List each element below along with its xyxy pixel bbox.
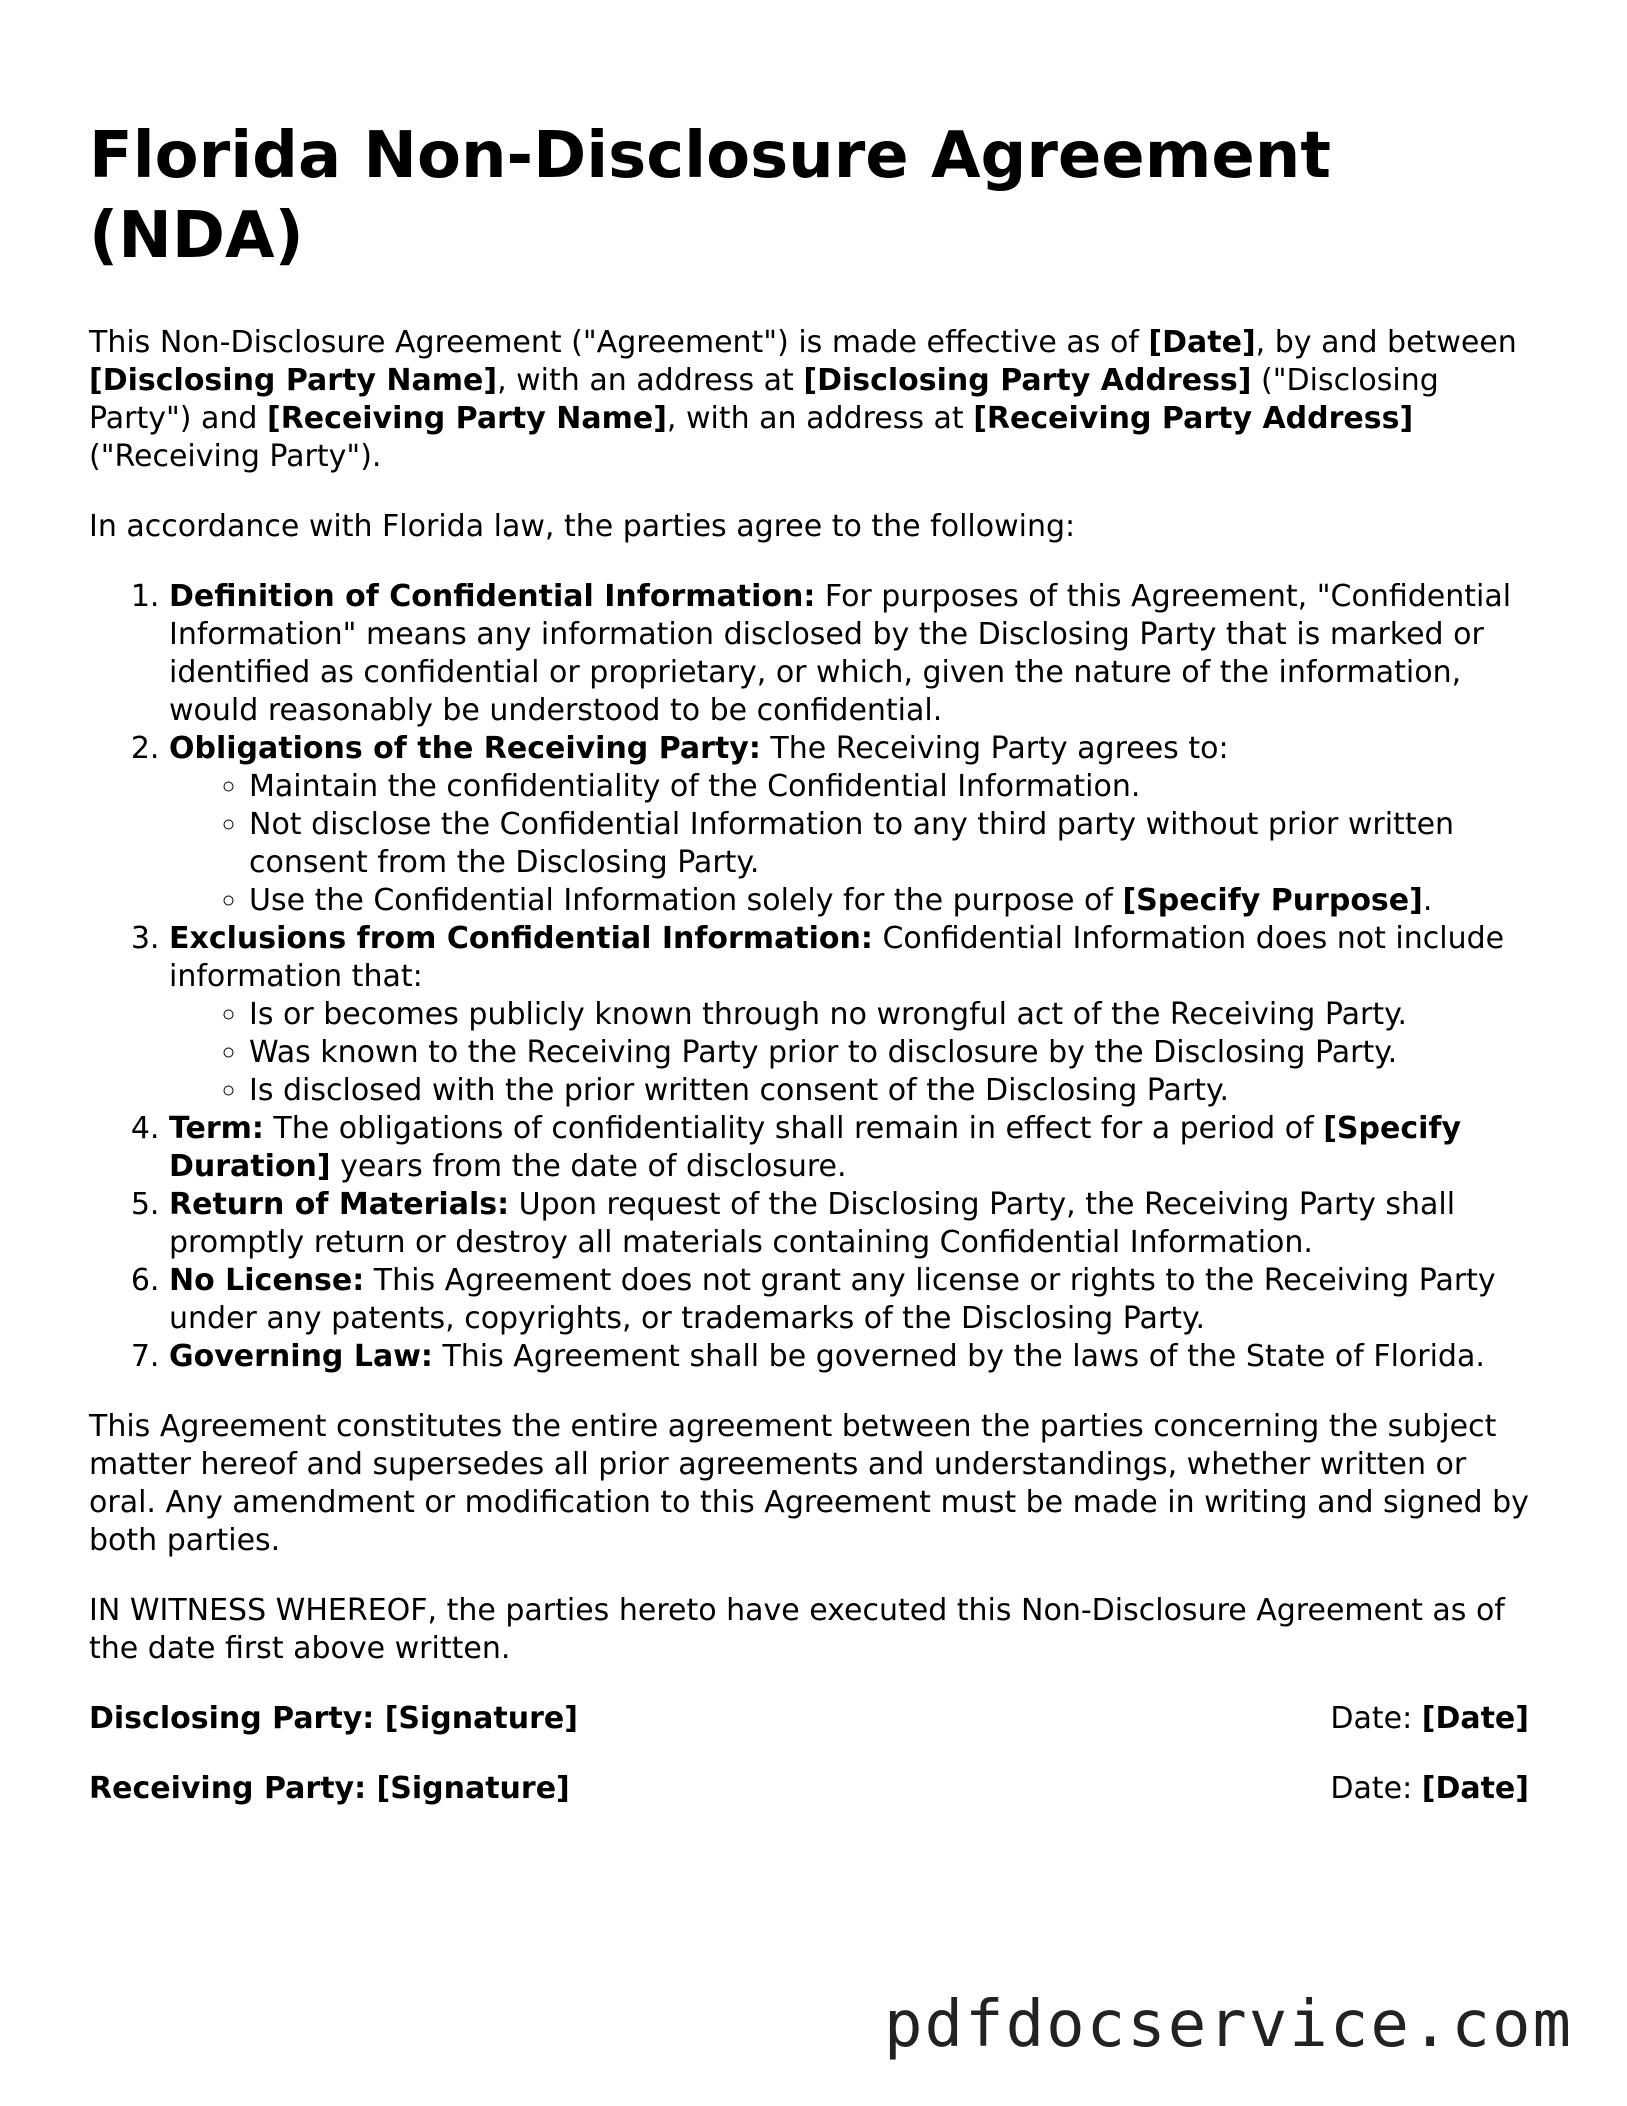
receiving-signature-row [89,1770,1529,1808]
watermark: pdfdocservice.com [883,1988,1573,2062]
list-item: ◦ Was known to the Receiving Party prior to disclosure by the Disclosing Party. [249,1034,1529,1072]
date-field: [Date] [1421,1701,1529,1736]
date-label: Date: [1330,1771,1422,1806]
witness-paragraph: IN WITNESS WHEREOF, the parties hereto have executed this Non-Disclosure Agreement as of the date first above written. [89,1593,1505,1666]
clause-governing-law [169,1338,1529,1376]
clause-text: This Agreement shall be governed by the laws of the State of Florida. [432,1339,1485,1374]
clause-text: Confidential Information does not include information that: [169,921,1505,994]
exclusions-list [169,996,1529,1110]
intro-text-4: ("Disclosing Party") and [89,363,1439,436]
list-item [249,882,1529,920]
clause-heading: Exclusions from Confidential Information: [169,921,873,956]
receiving-party-name-field: [Receiving Party Name] [267,401,667,436]
intro-paragraph [89,324,1529,476]
list-item: ◦ Not disclose the Confidential Information to any third party without prior written consent from the Disclosing Party. [249,806,1529,882]
clause-heading: Obligations of the Receiving Party: [169,731,761,766]
clause-text: Upon request of the Disclosing Party, the Receiving Party shall promptly return or destroy all materials containing Confidential Information. [169,1187,1456,1260]
intro-text-1: This Non-Disclosure Agreement ("Agreement") is made effective as of [89,325,1149,360]
disclosing-party-address-field: [Disclosing Party Address] [803,363,1252,398]
duration-field: [Specify Duration] [169,1111,1462,1184]
clause-definition [169,578,1529,730]
list-item-text: Use the Confidential Information solely for the purpose of [249,883,1123,918]
clause-heading: Governing Law: [169,1339,433,1374]
clause-heading: Return of Materials: [169,1187,510,1222]
receiving-date [1330,1770,1529,1808]
clause-heading: Term: [169,1111,264,1146]
clause-heading: No License: [169,1263,365,1298]
effective-date-field: [Date] [1148,325,1256,360]
date-field: [Date] [1421,1771,1529,1806]
clause-obligations [169,730,1529,920]
disclosing-signature-row [89,1700,1529,1738]
document-page [89,116,1529,1808]
clause-list [89,578,1529,1376]
intro-text-6: ("Receiving Party"). [89,439,382,474]
clause-heading: Definition of Confidential Information: [169,579,816,614]
clause-text: This Agreement does not grant any license or rights to the Receiving Party under any patents, copyrights, or trademarks of the Disclosing Party. [169,1263,1496,1336]
list-item: ◦ Maintain the confidentiality of the Confidential Information. [249,768,1529,806]
clause-text: The Receiving Party agrees to: [760,731,1229,766]
disclosing-signature-label: Disclosing Party: [Signature] [89,1701,578,1736]
clause-no-license [169,1262,1529,1338]
intro-text-5: , with an address at [666,401,974,436]
date-label: Date: [1330,1701,1422,1736]
purpose-field: [Specify Purpose] [1122,883,1423,918]
intro-text-3: , with an address at [497,363,804,398]
obligations-list [169,768,1529,920]
closing-paragraph: This Agreement constitutes the entire agreement between the parties concerning the subject matter hereof and supersedes all prior agreements and understandings, whether written or oral. Any amendment or modification to this Agreement must be made in writing and signed by both parties. [89,1409,1529,1558]
lead-paragraph: In accordance with Florida law, the parties agree to the following: [89,509,1076,544]
clause-suffix: years from the date of disclosure. [330,1149,847,1184]
clause-text: For purposes of this Agreement, "Confidential Information" means any information disclosed by the Disclosing Party that is marked or identified as confidential or proprietary, or which, given the nature of the information, would reasonably be understood to be confidential. [169,579,1512,728]
list-item-suffix: . [1422,883,1433,918]
intro-text-2: , by and between [1255,325,1517,360]
clause-exclusions [169,920,1529,1110]
clause-term [169,1110,1529,1186]
disclosing-party-name-field: [Disclosing Party Name] [89,363,498,398]
list-item: ◦ Is disclosed with the prior written consent of the Disclosing Party. [249,1072,1529,1110]
receiving-signature-label: Receiving Party: [Signature] [89,1771,570,1806]
clause-return-materials [169,1186,1529,1262]
clause-text: The obligations of confidentiality shall remain in effect for a period of [263,1111,1324,1146]
disclosing-date [1330,1700,1529,1738]
document-title: Florida Non-Disclosure Agreement (NDA) [89,119,1331,273]
list-item: ◦ Is or becomes publicly known through no wrongful act of the Receiving Party. [249,996,1529,1034]
receiving-party-address-field: [Receiving Party Address] [973,401,1414,436]
